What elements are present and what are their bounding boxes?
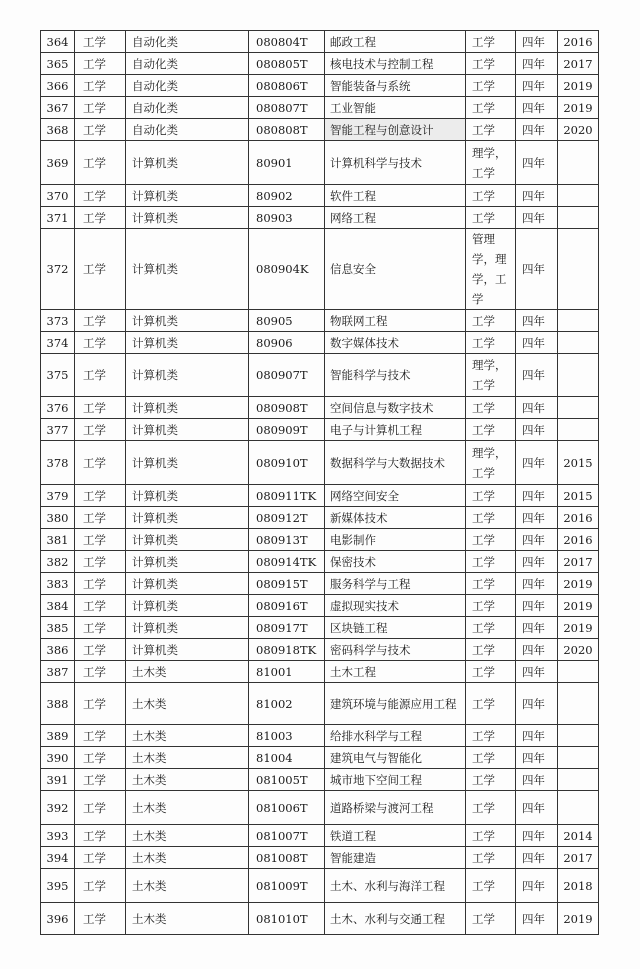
degree-cell: 工学 — [466, 419, 516, 441]
seq-cell: 364 — [41, 31, 75, 53]
category-cell: 工学 — [75, 747, 126, 769]
table-row — [41, 573, 599, 595]
category-cell: 工学 — [75, 661, 126, 683]
degree-cell: 工学 — [466, 75, 516, 97]
degree-cell: 工学 — [466, 661, 516, 683]
category-cell: 工学 — [75, 31, 126, 53]
duration-cell: 四年 — [516, 869, 558, 903]
seq-cell: 377 — [41, 419, 75, 441]
class-cell: 计算机类 — [126, 207, 249, 229]
degree-cell: 理学，工学 — [466, 441, 516, 485]
code-cell: 80906 — [249, 332, 325, 354]
major-name-cell: 密码科学与技术 — [325, 639, 466, 661]
table-row — [41, 53, 599, 75]
major-name-cell: 数字媒体技术 — [325, 332, 466, 354]
table-row — [41, 441, 599, 485]
year-cell — [558, 354, 599, 397]
seq-cell: 383 — [41, 573, 75, 595]
table-row — [41, 207, 599, 229]
table-row — [41, 791, 599, 825]
year-cell — [558, 791, 599, 825]
class-cell: 计算机类 — [126, 419, 249, 441]
year-cell — [558, 229, 599, 310]
duration-cell: 四年 — [516, 661, 558, 683]
degree-cell: 工学 — [466, 639, 516, 661]
degree-cell: 工学 — [466, 847, 516, 869]
code-cell: 080914TK — [249, 551, 325, 573]
code-cell: 081005T — [249, 769, 325, 791]
table-row — [41, 75, 599, 97]
duration-cell: 四年 — [516, 441, 558, 485]
major-name-cell: 软件工程 — [325, 185, 466, 207]
duration-cell: 四年 — [516, 573, 558, 595]
class-cell: 土木类 — [126, 847, 249, 869]
degree-cell: 工学 — [466, 97, 516, 119]
major-name-cell: 土木、水利与海洋工程 — [325, 869, 466, 903]
seq-cell: 396 — [41, 903, 75, 935]
seq-cell: 368 — [41, 119, 75, 141]
category-cell: 工学 — [75, 825, 126, 847]
class-cell: 计算机类 — [126, 354, 249, 397]
table-row — [41, 332, 599, 354]
year-cell — [558, 310, 599, 332]
code-cell: 81001 — [249, 661, 325, 683]
degree-cell: 工学 — [466, 507, 516, 529]
seq-cell: 395 — [41, 869, 75, 903]
duration-cell: 四年 — [516, 75, 558, 97]
table-row — [41, 97, 599, 119]
duration-cell: 四年 — [516, 485, 558, 507]
table-row — [41, 869, 599, 903]
table-body — [41, 31, 599, 935]
class-cell: 土木类 — [126, 747, 249, 769]
major-name-cell: 网络空间安全 — [325, 485, 466, 507]
table-row — [41, 485, 599, 507]
table-row — [41, 683, 599, 725]
seq-cell: 367 — [41, 97, 75, 119]
seq-cell: 379 — [41, 485, 75, 507]
seq-cell: 365 — [41, 53, 75, 75]
duration-cell: 四年 — [516, 119, 558, 141]
category-cell: 工学 — [75, 397, 126, 419]
class-cell: 计算机类 — [126, 595, 249, 617]
degree-cell: 工学 — [466, 595, 516, 617]
code-cell: 081008T — [249, 847, 325, 869]
table-row — [41, 529, 599, 551]
category-cell: 工学 — [75, 869, 126, 903]
duration-cell: 四年 — [516, 354, 558, 397]
code-cell: 80903 — [249, 207, 325, 229]
table-row — [41, 141, 599, 185]
seq-cell: 369 — [41, 141, 75, 185]
category-cell: 工学 — [75, 485, 126, 507]
table-row — [41, 551, 599, 573]
code-cell: 81002 — [249, 683, 325, 725]
category-cell: 工学 — [75, 683, 126, 725]
year-cell — [558, 769, 599, 791]
degree-cell: 工学 — [466, 53, 516, 75]
year-cell: 2019 — [558, 595, 599, 617]
degree-cell: 工学 — [466, 573, 516, 595]
category-cell: 工学 — [75, 207, 126, 229]
class-cell: 土木类 — [126, 725, 249, 747]
major-name-cell: 核电技术与控制工程 — [325, 53, 466, 75]
code-cell: 080913T — [249, 529, 325, 551]
category-cell: 工学 — [75, 310, 126, 332]
table-row — [41, 661, 599, 683]
table-row — [41, 639, 599, 661]
table-row — [41, 419, 599, 441]
major-name-cell: 智能科学与技术 — [325, 354, 466, 397]
major-name-cell: 给排水科学与工程 — [325, 725, 466, 747]
degree-cell: 工学 — [466, 725, 516, 747]
degree-cell: 工学 — [466, 769, 516, 791]
class-cell: 计算机类 — [126, 617, 249, 639]
year-cell: 2017 — [558, 53, 599, 75]
code-cell: 80902 — [249, 185, 325, 207]
code-cell: 80901 — [249, 141, 325, 185]
class-cell: 自动化类 — [126, 75, 249, 97]
code-cell: 080907T — [249, 354, 325, 397]
seq-cell: 380 — [41, 507, 75, 529]
seq-cell: 391 — [41, 769, 75, 791]
class-cell: 自动化类 — [126, 31, 249, 53]
duration-cell: 四年 — [516, 683, 558, 725]
degree-cell: 工学 — [466, 825, 516, 847]
duration-cell: 四年 — [516, 507, 558, 529]
majors-table — [40, 30, 599, 935]
seq-cell: 390 — [41, 747, 75, 769]
code-cell: 80905 — [249, 310, 325, 332]
seq-cell: 393 — [41, 825, 75, 847]
major-name-cell: 数据科学与大数据技术 — [325, 441, 466, 485]
duration-cell: 四年 — [516, 747, 558, 769]
table-row — [41, 903, 599, 935]
major-name-cell: 新媒体技术 — [325, 507, 466, 529]
class-cell: 计算机类 — [126, 573, 249, 595]
degree-cell: 工学 — [466, 397, 516, 419]
code-cell: 081006T — [249, 791, 325, 825]
year-cell: 2020 — [558, 119, 599, 141]
major-name-cell: 虚拟现实技术 — [325, 595, 466, 617]
degree-cell: 工学 — [466, 551, 516, 573]
class-cell: 土木类 — [126, 769, 249, 791]
category-cell: 工学 — [75, 229, 126, 310]
year-cell: 2019 — [558, 903, 599, 935]
degree-cell: 工学 — [466, 903, 516, 935]
year-cell: 2015 — [558, 485, 599, 507]
seq-cell: 375 — [41, 354, 75, 397]
code-cell: 080912T — [249, 507, 325, 529]
seq-cell: 382 — [41, 551, 75, 573]
year-cell: 2016 — [558, 529, 599, 551]
degree-cell: 工学 — [466, 617, 516, 639]
degree-cell: 工学 — [466, 310, 516, 332]
duration-cell: 四年 — [516, 529, 558, 551]
table-row — [41, 185, 599, 207]
major-name-cell: 服务科学与工程 — [325, 573, 466, 595]
major-name-cell: 电子与计算机工程 — [325, 419, 466, 441]
duration-cell: 四年 — [516, 769, 558, 791]
category-cell: 工学 — [75, 332, 126, 354]
category-cell: 工学 — [75, 639, 126, 661]
class-cell: 计算机类 — [126, 185, 249, 207]
category-cell: 工学 — [75, 185, 126, 207]
duration-cell: 四年 — [516, 229, 558, 310]
major-name-cell: 空间信息与数字技术 — [325, 397, 466, 419]
duration-cell: 四年 — [516, 419, 558, 441]
major-name-cell: 建筑电气与智能化 — [325, 747, 466, 769]
code-cell: 080917T — [249, 617, 325, 639]
year-cell: 2016 — [558, 31, 599, 53]
category-cell: 工学 — [75, 573, 126, 595]
category-cell: 工学 — [75, 617, 126, 639]
year-cell — [558, 332, 599, 354]
degree-cell: 工学 — [466, 683, 516, 725]
degree-cell: 工学 — [466, 185, 516, 207]
class-cell: 土木类 — [126, 791, 249, 825]
duration-cell: 四年 — [516, 31, 558, 53]
class-cell: 自动化类 — [126, 119, 249, 141]
duration-cell: 四年 — [516, 97, 558, 119]
major-name-cell: 电影制作 — [325, 529, 466, 551]
degree-cell: 工学 — [466, 207, 516, 229]
seq-cell: 389 — [41, 725, 75, 747]
class-cell: 计算机类 — [126, 310, 249, 332]
category-cell: 工学 — [75, 53, 126, 75]
degree-cell: 工学 — [466, 119, 516, 141]
category-cell: 工学 — [75, 75, 126, 97]
code-cell: 080804T — [249, 31, 325, 53]
code-cell: 081009T — [249, 869, 325, 903]
duration-cell: 四年 — [516, 53, 558, 75]
seq-cell: 392 — [41, 791, 75, 825]
table-row — [41, 747, 599, 769]
major-name-cell: 道路桥梁与渡河工程 — [325, 791, 466, 825]
year-cell: 2017 — [558, 847, 599, 869]
category-cell: 工学 — [75, 97, 126, 119]
duration-cell: 四年 — [516, 207, 558, 229]
major-name-cell: 智能装备与系统 — [325, 75, 466, 97]
code-cell: 081007T — [249, 825, 325, 847]
duration-cell: 四年 — [516, 617, 558, 639]
table-row — [41, 310, 599, 332]
major-name-cell: 铁道工程 — [325, 825, 466, 847]
duration-cell: 四年 — [516, 397, 558, 419]
year-cell — [558, 397, 599, 419]
degree-cell: 工学 — [466, 332, 516, 354]
seq-cell: 387 — [41, 661, 75, 683]
category-cell: 工学 — [75, 551, 126, 573]
duration-cell: 四年 — [516, 332, 558, 354]
code-cell: 080915T — [249, 573, 325, 595]
table-row — [41, 825, 599, 847]
code-cell: 080805T — [249, 53, 325, 75]
category-cell: 工学 — [75, 791, 126, 825]
class-cell: 计算机类 — [126, 441, 249, 485]
major-name-cell: 智能建造 — [325, 847, 466, 869]
table-row — [41, 725, 599, 747]
table-row — [41, 769, 599, 791]
year-cell: 2014 — [558, 825, 599, 847]
seq-cell: 373 — [41, 310, 75, 332]
table-row — [41, 31, 599, 53]
code-cell: 080806T — [249, 75, 325, 97]
code-cell: 080918TK — [249, 639, 325, 661]
class-cell: 计算机类 — [126, 141, 249, 185]
code-cell: 81004 — [249, 747, 325, 769]
year-cell — [558, 419, 599, 441]
category-cell: 工学 — [75, 529, 126, 551]
category-cell: 工学 — [75, 595, 126, 617]
year-cell — [558, 141, 599, 185]
degree-cell: 工学 — [466, 747, 516, 769]
degree-cell: 工学 — [466, 485, 516, 507]
code-cell: 080908T — [249, 397, 325, 419]
year-cell: 2020 — [558, 639, 599, 661]
code-cell: 080808T — [249, 119, 325, 141]
major-name-cell: 土木工程 — [325, 661, 466, 683]
year-cell: 2019 — [558, 97, 599, 119]
category-cell: 工学 — [75, 419, 126, 441]
category-cell: 工学 — [75, 354, 126, 397]
major-name-cell: 城市地下空间工程 — [325, 769, 466, 791]
year-cell — [558, 747, 599, 769]
degree-cell: 工学 — [466, 791, 516, 825]
seq-cell: 388 — [41, 683, 75, 725]
class-cell: 自动化类 — [126, 53, 249, 75]
degree-cell: 工学 — [466, 31, 516, 53]
major-name-cell: 区块链工程 — [325, 617, 466, 639]
table-row — [41, 847, 599, 869]
table-row — [41, 119, 599, 141]
class-cell: 计算机类 — [126, 332, 249, 354]
duration-cell: 四年 — [516, 847, 558, 869]
class-cell: 土木类 — [126, 869, 249, 903]
major-name-cell: 智能工程与创意设计 — [325, 119, 466, 141]
table-row — [41, 507, 599, 529]
duration-cell: 四年 — [516, 725, 558, 747]
category-cell: 工学 — [75, 507, 126, 529]
class-cell: 土木类 — [126, 683, 249, 725]
class-cell: 计算机类 — [126, 639, 249, 661]
class-cell: 计算机类 — [126, 551, 249, 573]
category-cell: 工学 — [75, 141, 126, 185]
year-cell: 2017 — [558, 551, 599, 573]
seq-cell: 394 — [41, 847, 75, 869]
table-row — [41, 617, 599, 639]
category-cell: 工学 — [75, 769, 126, 791]
seq-cell: 381 — [41, 529, 75, 551]
class-cell: 计算机类 — [126, 229, 249, 310]
duration-cell: 四年 — [516, 825, 558, 847]
duration-cell: 四年 — [516, 551, 558, 573]
code-cell: 080904K — [249, 229, 325, 310]
degree-cell: 管理学，理学，工学 — [466, 229, 516, 310]
class-cell: 土木类 — [126, 903, 249, 935]
duration-cell: 四年 — [516, 903, 558, 935]
seq-cell: 370 — [41, 185, 75, 207]
class-cell: 计算机类 — [126, 529, 249, 551]
duration-cell: 四年 — [516, 595, 558, 617]
duration-cell: 四年 — [516, 639, 558, 661]
class-cell: 计算机类 — [126, 397, 249, 419]
year-cell — [558, 185, 599, 207]
duration-cell: 四年 — [516, 185, 558, 207]
major-name-cell: 信息安全 — [325, 229, 466, 310]
category-cell: 工学 — [75, 441, 126, 485]
duration-cell: 四年 — [516, 141, 558, 185]
seq-cell: 376 — [41, 397, 75, 419]
table-row — [41, 397, 599, 419]
degree-cell: 理学，工学 — [466, 141, 516, 185]
seq-cell: 385 — [41, 617, 75, 639]
table-row — [41, 229, 599, 310]
major-name-cell: 物联网工程 — [325, 310, 466, 332]
year-cell — [558, 207, 599, 229]
year-cell — [558, 683, 599, 725]
code-cell: 080807T — [249, 97, 325, 119]
major-name-cell: 建筑环境与能源应用工程 — [325, 683, 466, 725]
year-cell: 2018 — [558, 869, 599, 903]
category-cell: 工学 — [75, 903, 126, 935]
year-cell: 2015 — [558, 441, 599, 485]
major-name-cell: 土木、水利与交通工程 — [325, 903, 466, 935]
major-name-cell: 工业智能 — [325, 97, 466, 119]
code-cell: 080910T — [249, 441, 325, 485]
seq-cell: 384 — [41, 595, 75, 617]
major-name-cell: 邮政工程 — [325, 31, 466, 53]
class-cell: 自动化类 — [126, 97, 249, 119]
seq-cell: 374 — [41, 332, 75, 354]
table-row — [41, 595, 599, 617]
code-cell: 080916T — [249, 595, 325, 617]
class-cell: 土木类 — [126, 661, 249, 683]
class-cell: 计算机类 — [126, 507, 249, 529]
table-row — [41, 354, 599, 397]
degree-cell: 理学，工学 — [466, 354, 516, 397]
code-cell: 081010T — [249, 903, 325, 935]
degree-cell: 工学 — [466, 869, 516, 903]
seq-cell: 371 — [41, 207, 75, 229]
year-cell — [558, 725, 599, 747]
year-cell — [558, 661, 599, 683]
seq-cell: 386 — [41, 639, 75, 661]
seq-cell: 372 — [41, 229, 75, 310]
year-cell: 2019 — [558, 75, 599, 97]
degree-cell: 工学 — [466, 529, 516, 551]
seq-cell: 366 — [41, 75, 75, 97]
year-cell: 2019 — [558, 573, 599, 595]
code-cell: 81003 — [249, 725, 325, 747]
seq-cell: 378 — [41, 441, 75, 485]
code-cell: 080909T — [249, 419, 325, 441]
category-cell: 工学 — [75, 847, 126, 869]
class-cell: 计算机类 — [126, 485, 249, 507]
major-name-cell: 网络工程 — [325, 207, 466, 229]
class-cell: 土木类 — [126, 825, 249, 847]
category-cell: 工学 — [75, 119, 126, 141]
duration-cell: 四年 — [516, 310, 558, 332]
major-name-cell: 保密技术 — [325, 551, 466, 573]
category-cell: 工学 — [75, 725, 126, 747]
major-name-cell: 计算机科学与技术 — [325, 141, 466, 185]
year-cell: 2019 — [558, 617, 599, 639]
code-cell: 080911TK — [249, 485, 325, 507]
duration-cell: 四年 — [516, 791, 558, 825]
year-cell: 2016 — [558, 507, 599, 529]
